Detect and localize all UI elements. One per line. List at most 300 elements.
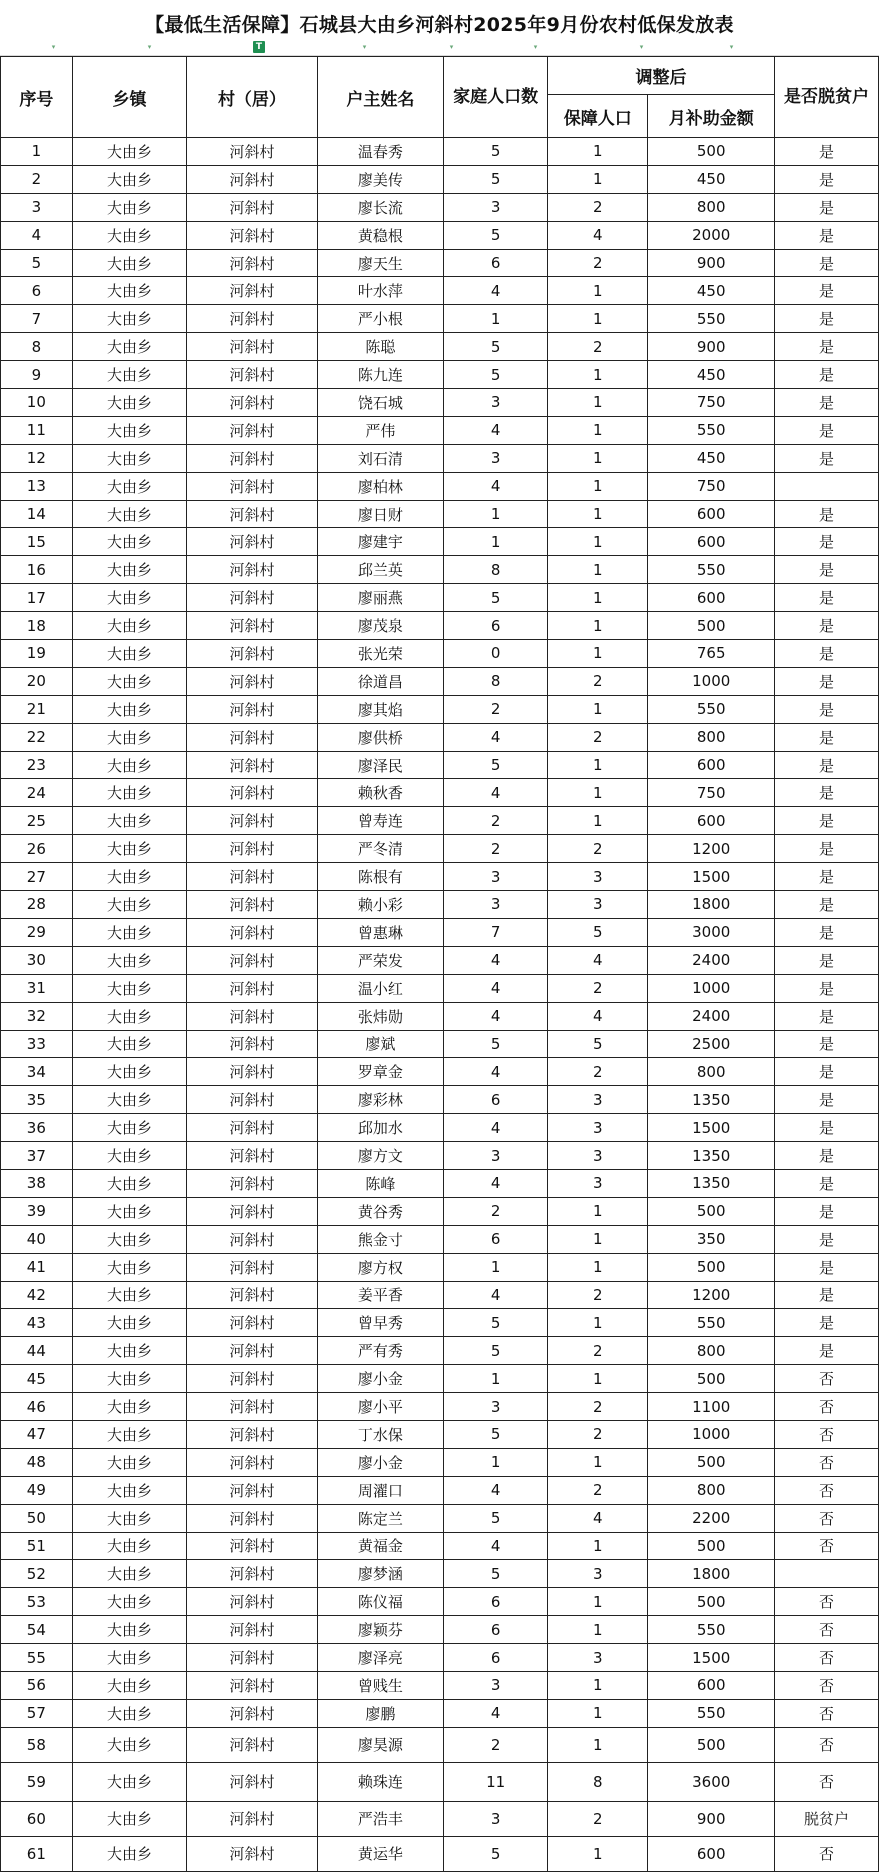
cell-village[interactable]: 河斜村 xyxy=(187,1727,317,1762)
cell-covered[interactable]: 2 xyxy=(548,667,648,695)
header-seq[interactable]: 序号 xyxy=(1,57,73,138)
cell-seq[interactable]: 50 xyxy=(1,1504,73,1532)
cell-village[interactable]: 河斜村 xyxy=(187,891,317,919)
cell-poverty-status[interactable]: 否 xyxy=(775,1588,879,1616)
cell-seq[interactable]: 10 xyxy=(1,389,73,417)
cell-head-name[interactable]: 廖日财 xyxy=(317,500,444,528)
cell-town[interactable]: 大由乡 xyxy=(72,1671,187,1699)
cell-town[interactable]: 大由乡 xyxy=(72,1337,187,1365)
cell-town[interactable]: 大由乡 xyxy=(72,612,187,640)
cell-seq[interactable]: 32 xyxy=(1,1002,73,1030)
cell-head-name[interactable]: 廖梦涵 xyxy=(317,1560,444,1588)
cell-family-size[interactable]: 3 xyxy=(444,444,548,472)
cell-covered[interactable]: 1 xyxy=(548,584,648,612)
filter-dropdown-icon[interactable]: ▾ xyxy=(729,43,734,51)
cell-seq[interactable]: 16 xyxy=(1,556,73,584)
cell-seq[interactable]: 1 xyxy=(1,138,73,166)
cell-village[interactable]: 河斜村 xyxy=(187,1365,317,1393)
cell-monthly[interactable]: 500 xyxy=(648,1532,775,1560)
cell-seq[interactable]: 37 xyxy=(1,1142,73,1170)
cell-head-name[interactable]: 黄运华 xyxy=(317,1836,444,1871)
cell-village[interactable]: 河斜村 xyxy=(187,835,317,863)
cell-seq[interactable]: 7 xyxy=(1,305,73,333)
cell-head-name[interactable]: 陈仪福 xyxy=(317,1588,444,1616)
cell-head-name[interactable]: 曾惠琳 xyxy=(317,918,444,946)
cell-family-size[interactable]: 4 xyxy=(444,472,548,500)
cell-family-size[interactable]: 5 xyxy=(444,751,548,779)
cell-village[interactable]: 河斜村 xyxy=(187,612,317,640)
cell-village[interactable]: 河斜村 xyxy=(187,1114,317,1142)
cell-village[interactable]: 河斜村 xyxy=(187,1393,317,1421)
cell-town[interactable]: 大由乡 xyxy=(72,528,187,556)
cell-town[interactable]: 大由乡 xyxy=(72,1801,187,1836)
cell-family-size[interactable]: 5 xyxy=(444,584,548,612)
cell-monthly[interactable]: 2500 xyxy=(648,1030,775,1058)
cell-covered[interactable]: 3 xyxy=(548,863,648,891)
cell-head-name[interactable]: 徐道昌 xyxy=(317,667,444,695)
cell-head-name[interactable]: 廖长流 xyxy=(317,193,444,221)
cell-poverty-status[interactable]: 是 xyxy=(775,193,879,221)
cell-family-size[interactable]: 6 xyxy=(444,1644,548,1672)
cell-seq[interactable]: 9 xyxy=(1,361,73,389)
cell-village[interactable]: 河斜村 xyxy=(187,277,317,305)
cell-family-size[interactable]: 6 xyxy=(444,1225,548,1253)
cell-poverty-status[interactable]: 是 xyxy=(775,1002,879,1030)
cell-seq[interactable]: 2 xyxy=(1,165,73,193)
cell-family-size[interactable]: 6 xyxy=(444,1588,548,1616)
cell-covered[interactable]: 1 xyxy=(548,1448,648,1476)
cell-poverty-status[interactable]: 是 xyxy=(775,751,879,779)
cell-town[interactable]: 大由乡 xyxy=(72,863,187,891)
cell-village[interactable]: 河斜村 xyxy=(187,1169,317,1197)
cell-family-size[interactable]: 6 xyxy=(444,1616,548,1644)
cell-covered[interactable]: 1 xyxy=(548,1699,648,1727)
cell-family-size[interactable]: 4 xyxy=(444,1114,548,1142)
cell-covered[interactable]: 1 xyxy=(548,305,648,333)
cell-town[interactable]: 大由乡 xyxy=(72,974,187,1002)
cell-covered[interactable]: 1 xyxy=(548,500,648,528)
cell-monthly[interactable]: 800 xyxy=(648,1058,775,1086)
cell-seq[interactable]: 40 xyxy=(1,1225,73,1253)
cell-poverty-status[interactable]: 是 xyxy=(775,1225,879,1253)
cell-head-name[interactable]: 赖小彩 xyxy=(317,891,444,919)
cell-head-name[interactable]: 廖斌 xyxy=(317,1030,444,1058)
cell-covered[interactable]: 1 xyxy=(548,277,648,305)
cell-village[interactable]: 河斜村 xyxy=(187,695,317,723)
cell-family-size[interactable]: 3 xyxy=(444,193,548,221)
cell-town[interactable]: 大由乡 xyxy=(72,1114,187,1142)
cell-monthly[interactable]: 550 xyxy=(648,1309,775,1337)
cell-covered[interactable]: 2 xyxy=(548,1801,648,1836)
cell-poverty-status[interactable]: 是 xyxy=(775,500,879,528)
cell-poverty-status[interactable]: 否 xyxy=(775,1644,879,1672)
cell-poverty-status[interactable]: 是 xyxy=(775,974,879,1002)
cell-poverty-status[interactable]: 是 xyxy=(775,807,879,835)
cell-seq[interactable]: 39 xyxy=(1,1197,73,1225)
cell-family-size[interactable]: 5 xyxy=(444,333,548,361)
cell-town[interactable]: 大由乡 xyxy=(72,1225,187,1253)
cell-village[interactable]: 河斜村 xyxy=(187,584,317,612)
cell-monthly[interactable]: 2200 xyxy=(648,1504,775,1532)
cell-seq[interactable]: 57 xyxy=(1,1699,73,1727)
cell-covered[interactable]: 1 xyxy=(548,1671,648,1699)
cell-family-size[interactable]: 4 xyxy=(444,723,548,751)
cell-poverty-status[interactable]: 是 xyxy=(775,416,879,444)
cell-head-name[interactable]: 严冬清 xyxy=(317,835,444,863)
cell-seq[interactable]: 17 xyxy=(1,584,73,612)
cell-village[interactable]: 河斜村 xyxy=(187,1253,317,1281)
cell-village[interactable]: 河斜村 xyxy=(187,221,317,249)
cell-family-size[interactable]: 1 xyxy=(444,1448,548,1476)
cell-town[interactable]: 大由乡 xyxy=(72,249,187,277)
cell-seq[interactable]: 28 xyxy=(1,891,73,919)
header-poverty-status[interactable]: 是否脱贫户 xyxy=(775,57,879,138)
cell-seq[interactable]: 11 xyxy=(1,416,73,444)
cell-village[interactable]: 河斜村 xyxy=(187,1030,317,1058)
cell-covered[interactable]: 2 xyxy=(548,835,648,863)
cell-village[interactable]: 河斜村 xyxy=(187,528,317,556)
cell-village[interactable]: 河斜村 xyxy=(187,1058,317,1086)
cell-family-size[interactable]: 4 xyxy=(444,1476,548,1504)
cell-poverty-status[interactable]: 是 xyxy=(775,863,879,891)
header-village[interactable]: 村（居） xyxy=(187,57,317,138)
cell-family-size[interactable]: 8 xyxy=(444,556,548,584)
cell-head-name[interactable]: 曾贱生 xyxy=(317,1671,444,1699)
cell-village[interactable]: 河斜村 xyxy=(187,472,317,500)
cell-town[interactable]: 大由乡 xyxy=(72,1504,187,1532)
cell-poverty-status[interactable]: 是 xyxy=(775,138,879,166)
cell-monthly[interactable]: 550 xyxy=(648,695,775,723)
cell-head-name[interactable]: 廖供桥 xyxy=(317,723,444,751)
cell-head-name[interactable]: 邱兰英 xyxy=(317,556,444,584)
cell-monthly[interactable]: 1800 xyxy=(648,891,775,919)
cell-town[interactable]: 大由乡 xyxy=(72,1448,187,1476)
cell-monthly[interactable]: 1100 xyxy=(648,1393,775,1421)
cell-head-name[interactable]: 廖方文 xyxy=(317,1142,444,1170)
cell-head-name[interactable]: 黄福金 xyxy=(317,1532,444,1560)
cell-monthly[interactable]: 600 xyxy=(648,1671,775,1699)
cell-head-name[interactable]: 严浩丰 xyxy=(317,1801,444,1836)
cell-village[interactable]: 河斜村 xyxy=(187,723,317,751)
cell-head-name[interactable]: 廖泽民 xyxy=(317,751,444,779)
cell-head-name[interactable]: 赖珠连 xyxy=(317,1762,444,1801)
cell-covered[interactable]: 2 xyxy=(548,1476,648,1504)
cell-family-size[interactable]: 4 xyxy=(444,1699,548,1727)
cell-monthly[interactable]: 765 xyxy=(648,640,775,668)
cell-poverty-status[interactable]: 否 xyxy=(775,1532,879,1560)
cell-town[interactable]: 大由乡 xyxy=(72,1588,187,1616)
cell-town[interactable]: 大由乡 xyxy=(72,1002,187,1030)
cell-monthly[interactable]: 500 xyxy=(648,1365,775,1393)
cell-seq[interactable]: 25 xyxy=(1,807,73,835)
cell-monthly[interactable]: 600 xyxy=(648,751,775,779)
cell-head-name[interactable]: 陈根有 xyxy=(317,863,444,891)
cell-head-name[interactable]: 廖方权 xyxy=(317,1253,444,1281)
cell-monthly[interactable]: 2400 xyxy=(648,1002,775,1030)
cell-monthly[interactable]: 450 xyxy=(648,444,775,472)
cell-village[interactable]: 河斜村 xyxy=(187,1504,317,1532)
cell-monthly[interactable]: 1500 xyxy=(648,1114,775,1142)
cell-family-size[interactable]: 5 xyxy=(444,165,548,193)
filter-dropdown-icon[interactable]: ▾ xyxy=(639,43,644,51)
header-family-size[interactable]: 家庭人口数 xyxy=(444,57,548,138)
cell-poverty-status[interactable]: 是 xyxy=(775,1169,879,1197)
cell-village[interactable]: 河斜村 xyxy=(187,1337,317,1365)
cell-poverty-status[interactable]: 是 xyxy=(775,667,879,695)
cell-town[interactable]: 大由乡 xyxy=(72,1253,187,1281)
cell-monthly[interactable]: 600 xyxy=(648,807,775,835)
cell-family-size[interactable]: 5 xyxy=(444,1560,548,1588)
cell-town[interactable]: 大由乡 xyxy=(72,1699,187,1727)
cell-seq[interactable]: 23 xyxy=(1,751,73,779)
cell-town[interactable]: 大由乡 xyxy=(72,640,187,668)
cell-monthly[interactable]: 2400 xyxy=(648,946,775,974)
cell-family-size[interactable]: 1 xyxy=(444,500,548,528)
cell-village[interactable]: 河斜村 xyxy=(187,1644,317,1672)
cell-monthly[interactable]: 450 xyxy=(648,165,775,193)
cell-seq[interactable]: 54 xyxy=(1,1616,73,1644)
cell-town[interactable]: 大由乡 xyxy=(72,277,187,305)
cell-village[interactable]: 河斜村 xyxy=(187,1699,317,1727)
cell-seq[interactable]: 31 xyxy=(1,974,73,1002)
cell-poverty-status[interactable]: 是 xyxy=(775,946,879,974)
cell-family-size[interactable]: 4 xyxy=(444,1281,548,1309)
cell-covered[interactable]: 4 xyxy=(548,946,648,974)
cell-monthly[interactable]: 1000 xyxy=(648,1420,775,1448)
cell-village[interactable]: 河斜村 xyxy=(187,1086,317,1114)
cell-monthly[interactable]: 1500 xyxy=(648,1644,775,1672)
cell-covered[interactable]: 3 xyxy=(548,1560,648,1588)
cell-poverty-status[interactable]: 否 xyxy=(775,1762,879,1801)
cell-village[interactable]: 河斜村 xyxy=(187,667,317,695)
cell-seq[interactable]: 35 xyxy=(1,1086,73,1114)
cell-town[interactable]: 大由乡 xyxy=(72,1762,187,1801)
cell-village[interactable]: 河斜村 xyxy=(187,807,317,835)
cell-covered[interactable]: 5 xyxy=(548,918,648,946)
cell-head-name[interactable]: 廖其焰 xyxy=(317,695,444,723)
cell-monthly[interactable]: 550 xyxy=(648,305,775,333)
cell-head-name[interactable]: 张光荣 xyxy=(317,640,444,668)
active-filter-icon[interactable]: T xyxy=(253,41,265,53)
cell-seq[interactable]: 53 xyxy=(1,1588,73,1616)
cell-covered[interactable]: 1 xyxy=(548,472,648,500)
cell-covered[interactable]: 1 xyxy=(548,1616,648,1644)
cell-covered[interactable]: 2 xyxy=(548,1337,648,1365)
cell-village[interactable]: 河斜村 xyxy=(187,500,317,528)
cell-town[interactable]: 大由乡 xyxy=(72,556,187,584)
cell-monthly[interactable]: 800 xyxy=(648,1476,775,1504)
cell-covered[interactable]: 1 xyxy=(548,807,648,835)
cell-head-name[interactable]: 廖茂泉 xyxy=(317,612,444,640)
cell-town[interactable]: 大由乡 xyxy=(72,1169,187,1197)
cell-family-size[interactable]: 5 xyxy=(444,1030,548,1058)
cell-family-size[interactable]: 11 xyxy=(444,1762,548,1801)
cell-town[interactable]: 大由乡 xyxy=(72,389,187,417)
cell-monthly[interactable]: 600 xyxy=(648,584,775,612)
cell-village[interactable]: 河斜村 xyxy=(187,863,317,891)
cell-poverty-status[interactable]: 是 xyxy=(775,389,879,417)
cell-seq[interactable]: 43 xyxy=(1,1309,73,1337)
cell-village[interactable]: 河斜村 xyxy=(187,918,317,946)
cell-poverty-status[interactable]: 是 xyxy=(775,612,879,640)
cell-family-size[interactable]: 4 xyxy=(444,1532,548,1560)
cell-family-size[interactable]: 5 xyxy=(444,1836,548,1871)
cell-town[interactable]: 大由乡 xyxy=(72,723,187,751)
cell-poverty-status[interactable]: 是 xyxy=(775,723,879,751)
cell-seq[interactable]: 38 xyxy=(1,1169,73,1197)
cell-seq[interactable]: 34 xyxy=(1,1058,73,1086)
cell-monthly[interactable]: 1200 xyxy=(648,835,775,863)
cell-village[interactable]: 河斜村 xyxy=(187,249,317,277)
cell-village[interactable]: 河斜村 xyxy=(187,165,317,193)
cell-head-name[interactable]: 廖彩林 xyxy=(317,1086,444,1114)
cell-monthly[interactable]: 1000 xyxy=(648,974,775,1002)
cell-monthly[interactable]: 500 xyxy=(648,138,775,166)
cell-head-name[interactable]: 陈聪 xyxy=(317,333,444,361)
cell-head-name[interactable]: 廖建宇 xyxy=(317,528,444,556)
cell-covered[interactable]: 1 xyxy=(548,1309,648,1337)
cell-poverty-status[interactable]: 否 xyxy=(775,1476,879,1504)
cell-family-size[interactable]: 8 xyxy=(444,667,548,695)
header-head-name[interactable]: 户主姓名 xyxy=(317,57,444,138)
cell-family-size[interactable]: 5 xyxy=(444,1504,548,1532)
cell-monthly[interactable]: 750 xyxy=(648,472,775,500)
filter-dropdown-icon[interactable]: ▾ xyxy=(362,43,367,51)
cell-head-name[interactable]: 严有秀 xyxy=(317,1337,444,1365)
cell-head-name[interactable]: 陈峰 xyxy=(317,1169,444,1197)
cell-monthly[interactable]: 600 xyxy=(648,528,775,556)
cell-poverty-status[interactable]: 是 xyxy=(775,333,879,361)
cell-seq[interactable]: 14 xyxy=(1,500,73,528)
cell-head-name[interactable]: 温春秀 xyxy=(317,138,444,166)
cell-town[interactable]: 大由乡 xyxy=(72,1616,187,1644)
cell-covered[interactable]: 3 xyxy=(548,1644,648,1672)
cell-monthly[interactable]: 450 xyxy=(648,361,775,389)
cell-seq[interactable]: 46 xyxy=(1,1393,73,1421)
cell-head-name[interactable]: 廖丽燕 xyxy=(317,584,444,612)
cell-town[interactable]: 大由乡 xyxy=(72,416,187,444)
header-adjusted[interactable]: 调整后 xyxy=(548,57,775,95)
cell-town[interactable]: 大由乡 xyxy=(72,305,187,333)
cell-covered[interactable]: 1 xyxy=(548,751,648,779)
cell-village[interactable]: 河斜村 xyxy=(187,779,317,807)
cell-poverty-status[interactable]: 是 xyxy=(775,1030,879,1058)
cell-village[interactable]: 河斜村 xyxy=(187,1762,317,1801)
cell-poverty-status[interactable]: 是 xyxy=(775,277,879,305)
cell-village[interactable]: 河斜村 xyxy=(187,361,317,389)
cell-covered[interactable]: 2 xyxy=(548,974,648,1002)
cell-poverty-status[interactable]: 否 xyxy=(775,1671,879,1699)
cell-family-size[interactable]: 3 xyxy=(444,1393,548,1421)
cell-seq[interactable]: 19 xyxy=(1,640,73,668)
cell-town[interactable]: 大由乡 xyxy=(72,1086,187,1114)
cell-town[interactable]: 大由乡 xyxy=(72,1560,187,1588)
cell-village[interactable]: 河斜村 xyxy=(187,1836,317,1871)
cell-covered[interactable]: 3 xyxy=(548,1114,648,1142)
cell-covered[interactable]: 1 xyxy=(548,1727,648,1762)
cell-family-size[interactable]: 1 xyxy=(444,528,548,556)
cell-head-name[interactable]: 姜平香 xyxy=(317,1281,444,1309)
filter-dropdown-icon[interactable]: ▾ xyxy=(449,43,454,51)
cell-head-name[interactable]: 严荣发 xyxy=(317,946,444,974)
cell-head-name[interactable]: 熊金寸 xyxy=(317,1225,444,1253)
cell-monthly[interactable]: 350 xyxy=(648,1225,775,1253)
cell-seq[interactable]: 8 xyxy=(1,333,73,361)
cell-covered[interactable]: 3 xyxy=(548,891,648,919)
cell-seq[interactable]: 13 xyxy=(1,472,73,500)
cell-seq[interactable]: 3 xyxy=(1,193,73,221)
cell-village[interactable]: 河斜村 xyxy=(187,1671,317,1699)
cell-poverty-status[interactable]: 是 xyxy=(775,640,879,668)
cell-town[interactable]: 大由乡 xyxy=(72,1420,187,1448)
cell-town[interactable]: 大由乡 xyxy=(72,1727,187,1762)
cell-covered[interactable]: 8 xyxy=(548,1762,648,1801)
cell-seq[interactable]: 21 xyxy=(1,695,73,723)
cell-town[interactable]: 大由乡 xyxy=(72,1532,187,1560)
cell-town[interactable]: 大由乡 xyxy=(72,1476,187,1504)
cell-monthly[interactable]: 1500 xyxy=(648,863,775,891)
cell-village[interactable]: 河斜村 xyxy=(187,1420,317,1448)
cell-village[interactable]: 河斜村 xyxy=(187,1002,317,1030)
cell-covered[interactable]: 1 xyxy=(548,165,648,193)
filter-dropdown-icon[interactable]: ▾ xyxy=(147,43,152,51)
cell-monthly[interactable]: 500 xyxy=(648,1253,775,1281)
cell-village[interactable]: 河斜村 xyxy=(187,444,317,472)
cell-covered[interactable]: 1 xyxy=(548,556,648,584)
cell-village[interactable]: 河斜村 xyxy=(187,751,317,779)
cell-head-name[interactable]: 严小根 xyxy=(317,305,444,333)
cell-family-size[interactable]: 4 xyxy=(444,1169,548,1197)
cell-monthly[interactable]: 2000 xyxy=(648,221,775,249)
cell-monthly[interactable]: 1350 xyxy=(648,1169,775,1197)
cell-poverty-status[interactable]: 是 xyxy=(775,584,879,612)
cell-monthly[interactable]: 1200 xyxy=(648,1281,775,1309)
cell-seq[interactable]: 6 xyxy=(1,277,73,305)
cell-poverty-status[interactable]: 是 xyxy=(775,918,879,946)
cell-monthly[interactable]: 550 xyxy=(648,416,775,444)
cell-monthly[interactable]: 1350 xyxy=(648,1086,775,1114)
cell-head-name[interactable]: 严伟 xyxy=(317,416,444,444)
cell-monthly[interactable]: 500 xyxy=(648,1588,775,1616)
cell-seq[interactable]: 5 xyxy=(1,249,73,277)
cell-poverty-status[interactable]: 是 xyxy=(775,1281,879,1309)
cell-monthly[interactable]: 550 xyxy=(648,1616,775,1644)
cell-covered[interactable]: 1 xyxy=(548,1253,648,1281)
cell-seq[interactable]: 22 xyxy=(1,723,73,751)
cell-village[interactable]: 河斜村 xyxy=(187,416,317,444)
cell-monthly[interactable]: 550 xyxy=(648,1699,775,1727)
cell-town[interactable]: 大由乡 xyxy=(72,138,187,166)
cell-head-name[interactable]: 丁水保 xyxy=(317,1420,444,1448)
cell-poverty-status[interactable]: 是 xyxy=(775,221,879,249)
cell-monthly[interactable]: 600 xyxy=(648,1836,775,1871)
cell-head-name[interactable]: 周濯口 xyxy=(317,1476,444,1504)
cell-village[interactable]: 河斜村 xyxy=(187,1560,317,1588)
cell-town[interactable]: 大由乡 xyxy=(72,946,187,974)
cell-seq[interactable]: 30 xyxy=(1,946,73,974)
header-monthly[interactable]: 月补助金额 xyxy=(648,95,775,138)
cell-monthly[interactable]: 550 xyxy=(648,556,775,584)
cell-head-name[interactable]: 饶石城 xyxy=(317,389,444,417)
cell-poverty-status[interactable]: 是 xyxy=(775,1197,879,1225)
cell-family-size[interactable]: 4 xyxy=(444,277,548,305)
cell-town[interactable]: 大由乡 xyxy=(72,500,187,528)
cell-poverty-status[interactable]: 是 xyxy=(775,165,879,193)
cell-town[interactable]: 大由乡 xyxy=(72,667,187,695)
cell-poverty-status[interactable]: 是 xyxy=(775,1086,879,1114)
cell-seq[interactable]: 56 xyxy=(1,1671,73,1699)
cell-covered[interactable]: 2 xyxy=(548,1281,648,1309)
